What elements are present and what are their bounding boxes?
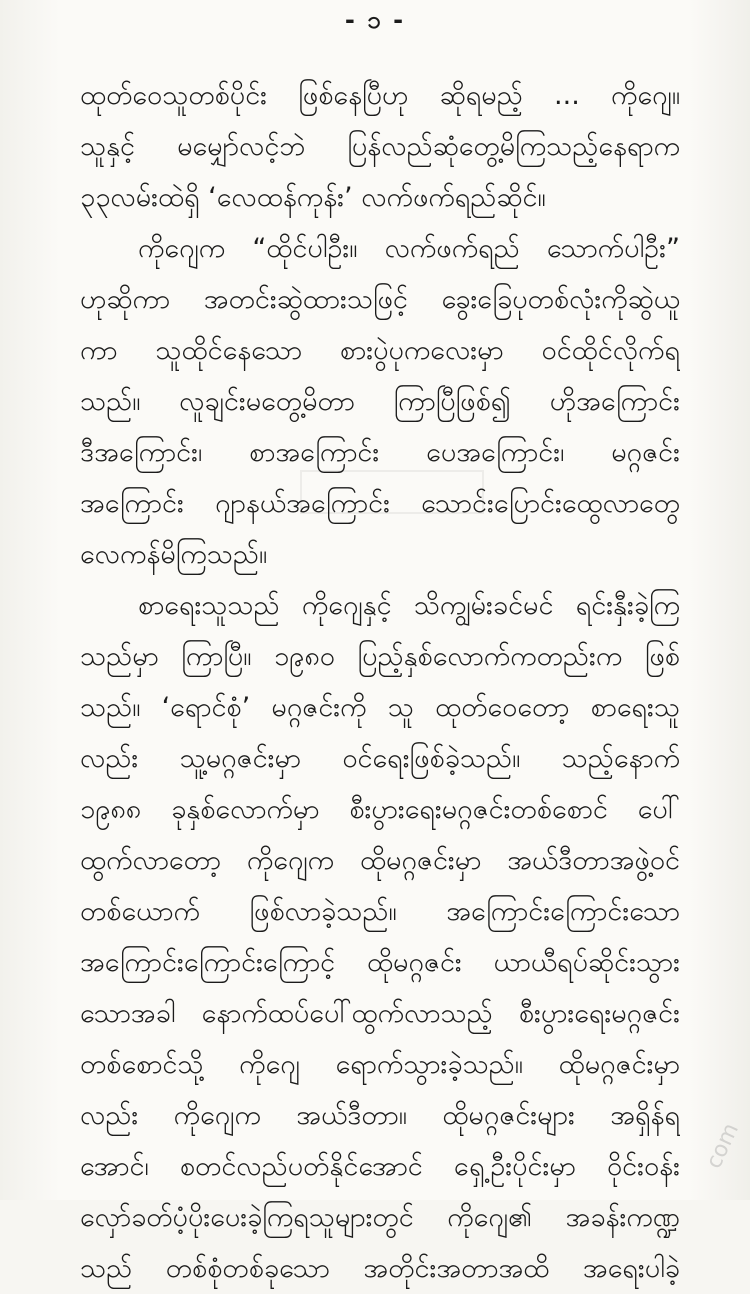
text-line: စာရေးသူသည် ကိုဂျေနှင့် သိကျွမ်းခင်မင် ရင်းနှီးခဲ့ကြ (138, 590, 680, 621)
text-line: သူနှင့် မမျှော်လင့်ဘဲ ပြန်လည်ဆုံတွေ့မိကြသည့်နေရာက (80, 131, 680, 162)
text-line: သည်။ ‘ရောင်စုံ’ မဂ္ဂဇင်းကို သူ ထုတ်ဝေတော့ စာရေးသူ (80, 692, 680, 723)
text-line: ၃၃လမ်းထဲရှိ ‘လေထန်ကုန်း’ လက်ဖက်ရည်ဆိုင်။ (80, 182, 546, 213)
text-line: ဒီအကြောင်း၊ စာအကြောင်း ပေအကြောင်း၊ မဂ္ဂဇင်း (80, 437, 680, 468)
text-line: သည်မှာ ကြာပြီ။ ၁၉၈၀ ပြည့်နှစ်လောက်ကတည်းက ဖြစ် (80, 641, 680, 672)
text-line: လှော်ခတ်ပံ့ပိုးပေးခဲ့ကြရသူများတွင် ကိုဂျေ၏ အခန်းကဏ္ဍ (80, 1202, 680, 1233)
text-line: ဟုဆိုကာ အတင်းဆွဲထားသဖြင့် ခွေးခြေပုတစ်လုံးကိုဆွဲယူ (80, 284, 680, 315)
text-line: လေကန်မိကြသည်။ (80, 539, 268, 570)
text-line: အကြောင်း ဂျာနယ်အကြောင်း သောင်းပြောင်းထွေလာတွေ (80, 488, 680, 519)
text-line: အကြောင်းကြောင်းကြောင့် ထိုမဂ္ဂဇင်း ယာယီရပ်ဆိုင်းသွား (80, 947, 680, 978)
text-line: ၁၉၈၈ ခုနှစ်လောက်မှာ စီးပွားရေးမဂ္ဂဇင်းတစ်စောင် ပေါ် (80, 794, 680, 825)
body-text (80, 70, 680, 1294)
text-line: သောအခါ နောက်ထပ်ပေါ်ထွက်လာသည့် စီးပွားရေးမဂ္ဂဇင်း (80, 998, 680, 1029)
text-line: ကိုဂျေက “ထိုင်ပါဦး။ လက်ဖက်ရည် သောက်ပါဦး” (138, 233, 680, 264)
text-line: ထုတ်ဝေသူတစ်ပိုင်း ဖြစ်နေပြီဟု ဆိုရမည့် ... ကိုဂျေ။ (80, 80, 680, 111)
text-line: ကာ သူထိုင်နေသော စားပွဲပုကလေးမှာ ဝင်ထိုင်လိုက်ရ (80, 335, 680, 366)
text-line: လည်း ကိုဂျေက အယ်ဒီတာ။ ထိုမဂ္ဂဇင်းများ အရှိန်ရ (80, 1100, 680, 1131)
text-line: တစ်စောင်သို့ ကိုဂျေ ရောက်သွားခဲ့သည်။ ထိုမဂ္ဂဇင်းမှာ (80, 1049, 680, 1080)
text-line: ထွက်လာတော့ ကိုဂျေက ထိုမဂ္ဂဇင်းမှာ အယ်ဒီတာအဖွဲ့ဝင် (80, 845, 680, 876)
text-line: တစ်ယောက် ဖြစ်လာခဲ့သည်။ အကြောင်းကြောင်းသော (80, 896, 680, 927)
text-line: လည်း သူ့မဂ္ဂဇင်းမှာ ဝင်ရေးဖြစ်ခဲ့သည်။ သည့်နောက် (80, 743, 680, 774)
text-line: အောင်၊ စတင်လည်ပတ်နိုင်အောင် ရှေ့ဦးပိုင်းမှာ ဝိုင်းဝန်း (80, 1151, 680, 1182)
text-line: သည် တစ်စုံတစ်ခုသော အတိုင်းအတာအထိ အရေးပါခဲ့ (80, 1253, 680, 1284)
watermark: com (701, 1119, 744, 1173)
text-line: သည်။ လူချင်းမတွေ့မိတာ ကြာပြီဖြစ်၍ ဟိုအကြောင်း (80, 386, 680, 417)
page-number: - ၁ - (344, 6, 406, 34)
